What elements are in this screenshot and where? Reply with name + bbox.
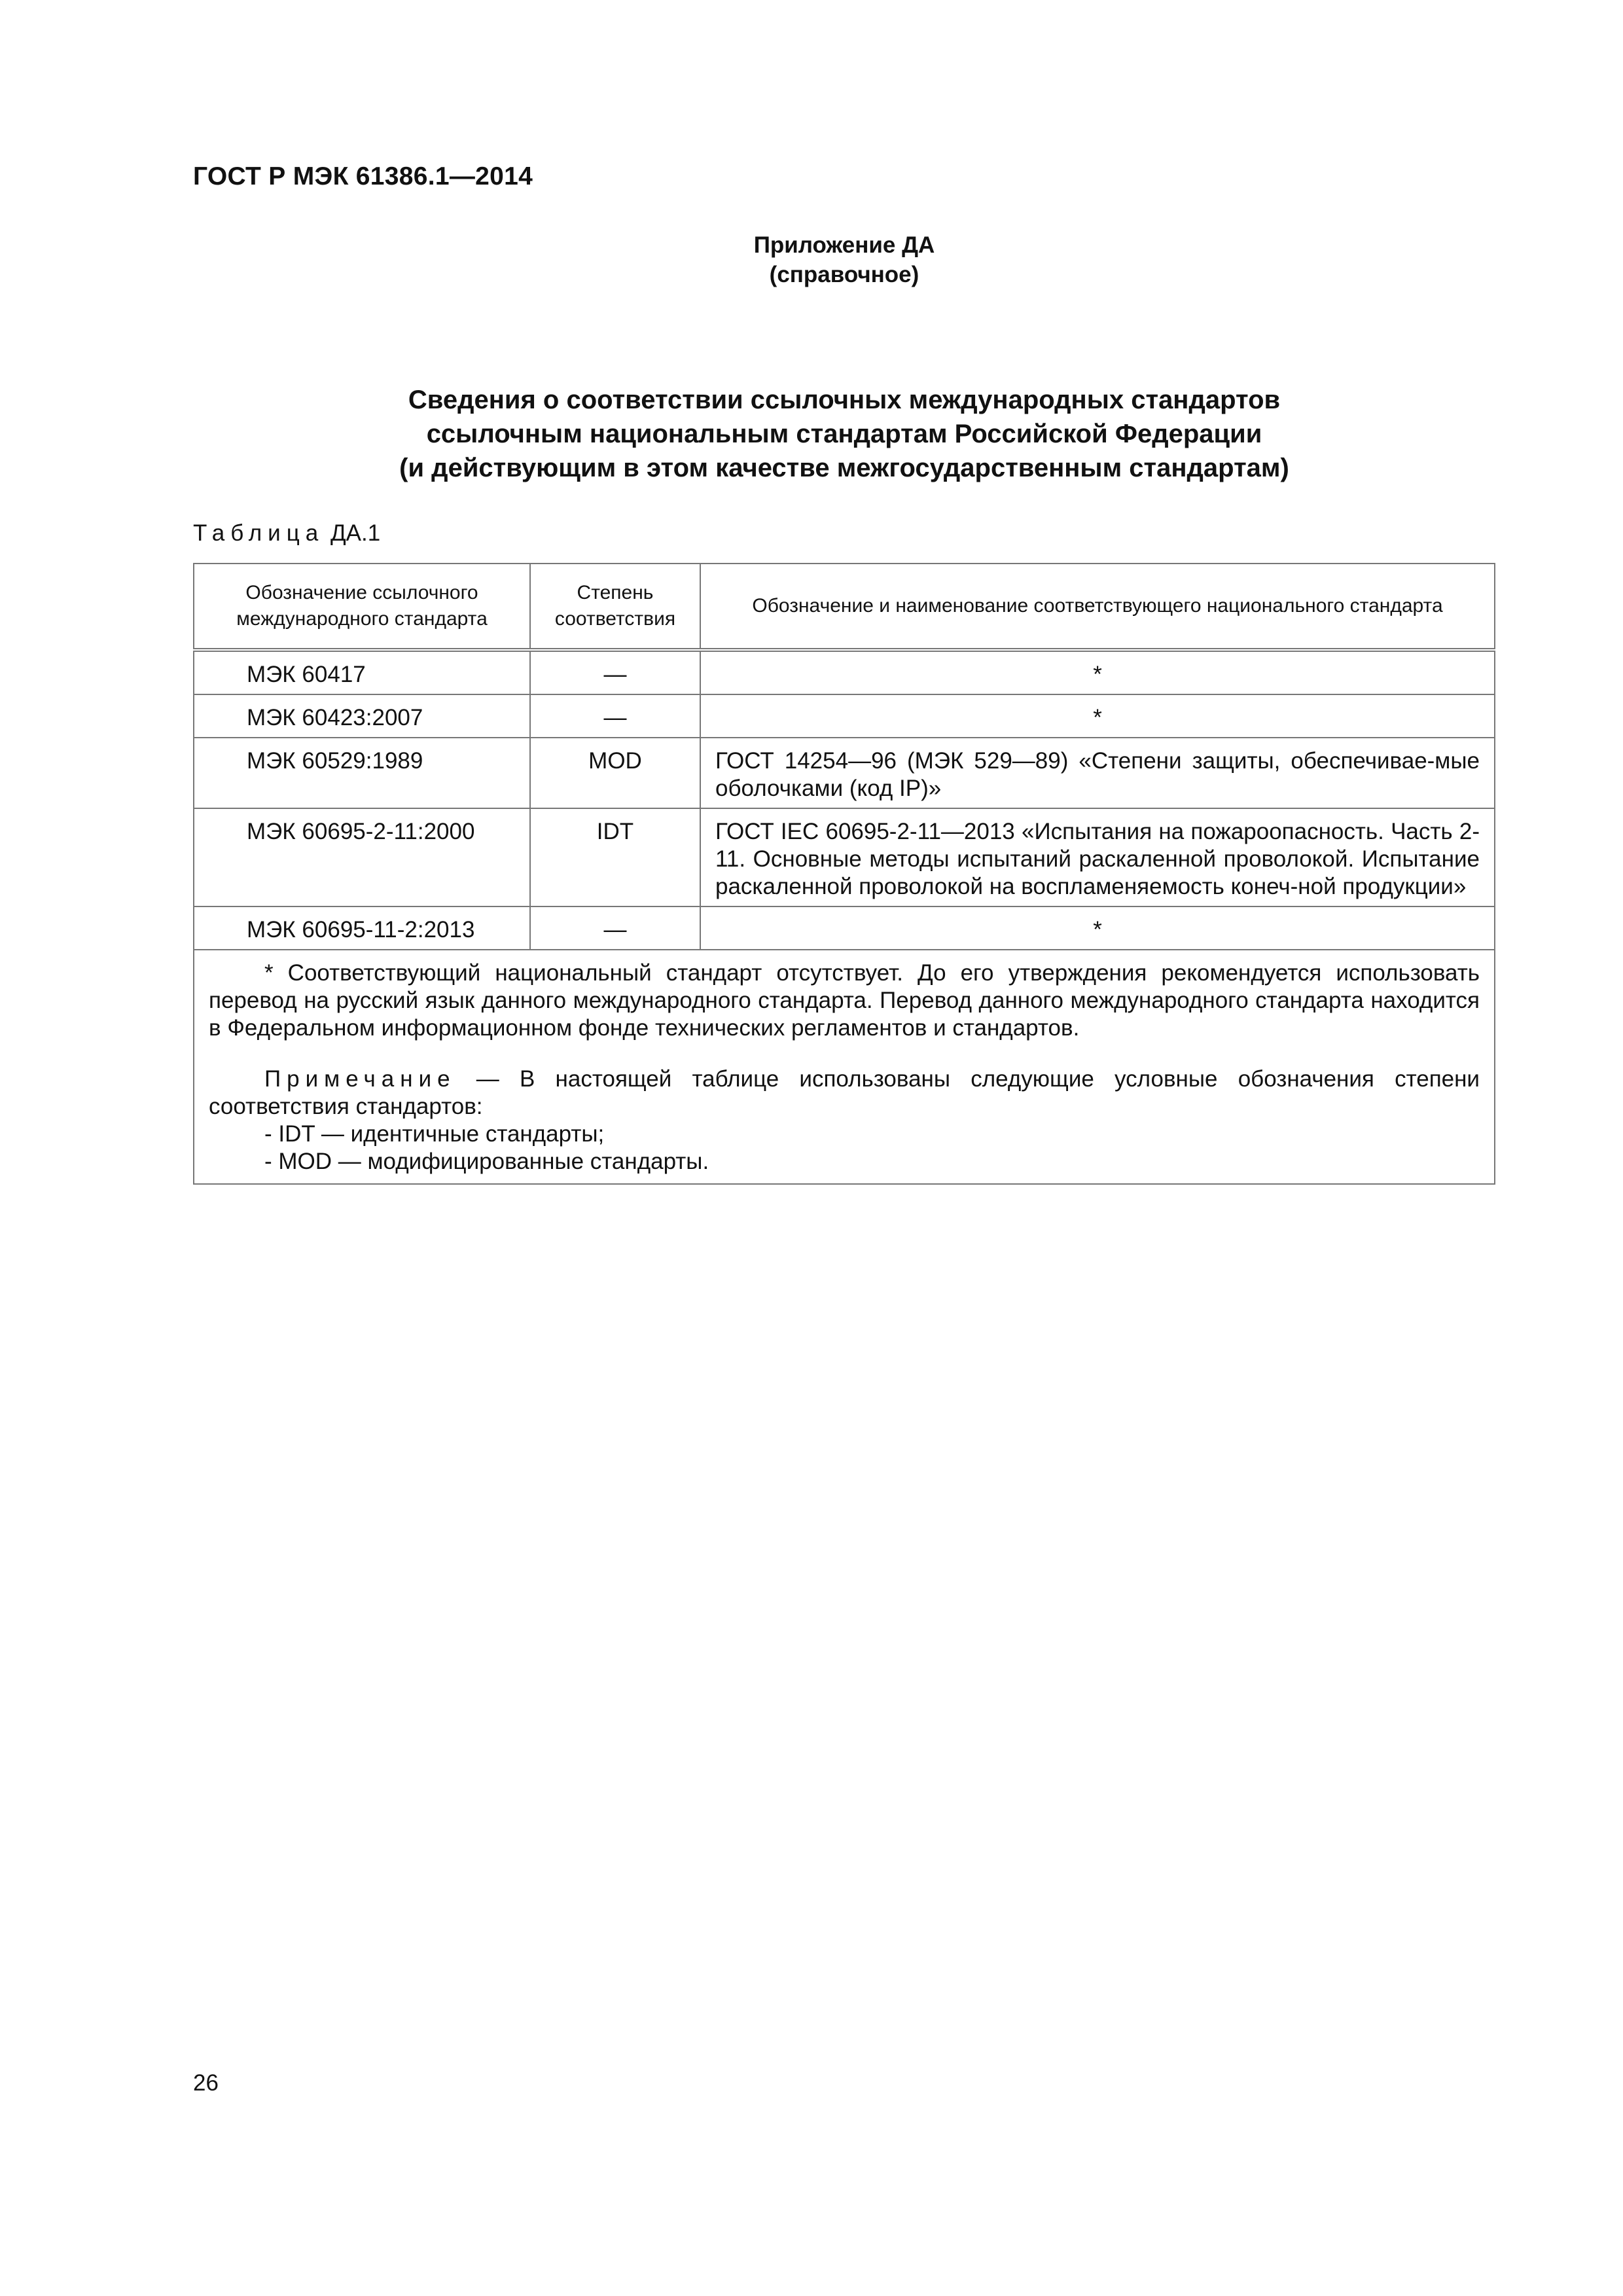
cell-national: ГОСТ 14254—96 (МЭК 529—89) «Степени защиты, обеспечивае-мые оболочками (код IP)» bbox=[700, 738, 1495, 808]
heading-line-2: ссылочным национальным стандартам Российской Федерации bbox=[426, 420, 1262, 448]
note-item-mod: - MOD — модифицированные стандарты. bbox=[264, 1149, 709, 1174]
table-row bbox=[194, 906, 1495, 950]
table-caption-number: ДА.1 bbox=[330, 520, 381, 546]
note-text: — В настоящей таблице использованы следующие условные обозначения степени соответствия стандартов: bbox=[209, 1066, 1480, 1119]
header-degree: Степень соответствия bbox=[530, 564, 700, 650]
heading-line-1: Сведения о соответствии ссылочных международных стандартов bbox=[408, 386, 1281, 414]
note-label: Примечание bbox=[264, 1066, 456, 1092]
cell-degree: — bbox=[530, 650, 700, 694]
table-notes-row bbox=[194, 950, 1495, 1184]
cell-ref: МЭК 60417 bbox=[194, 650, 530, 694]
cell-ref: МЭК 60529:1989 bbox=[194, 738, 530, 808]
table-row bbox=[194, 738, 1495, 808]
table-row bbox=[194, 694, 1495, 738]
cell-ref: МЭК 60695-2-11:2000 bbox=[194, 808, 530, 906]
table-caption-word: Таблица bbox=[193, 520, 325, 546]
cell-national: * bbox=[700, 650, 1495, 694]
cell-ref: МЭК 60695-11-2:2013 bbox=[194, 906, 530, 950]
table-note bbox=[209, 1066, 1480, 1121]
annex-kind: (справочное) bbox=[769, 262, 919, 287]
cell-national: * bbox=[700, 694, 1495, 738]
header-national-standard: Обозначение и наименование соответствующего национального стандарта bbox=[700, 564, 1495, 650]
header-international-standard: Обозначение ссылочного международного стандарта bbox=[194, 564, 530, 650]
table-header-row bbox=[194, 564, 1495, 650]
cell-ref: МЭК 60423:2007 bbox=[194, 694, 530, 738]
table-row bbox=[194, 808, 1495, 906]
document-id: ГОСТ Р МЭК 61386.1—2014 bbox=[193, 162, 533, 190]
cell-national: * bbox=[700, 906, 1495, 950]
table-notes-cell bbox=[194, 950, 1495, 1184]
cell-degree: — bbox=[530, 906, 700, 950]
annex-heading bbox=[262, 383, 1427, 485]
table-caption bbox=[193, 520, 380, 547]
annex-title: Приложение ДА bbox=[753, 232, 935, 258]
page-number: 26 bbox=[193, 2070, 219, 2096]
cell-degree: — bbox=[530, 694, 700, 738]
table-footnote: * Соответствующий национальный стандарт отсутствует. До его утверждения рекомендуется использовать перевод на русский язык данного международного стандарта. Перевод данного международного стандарта находится в Федеральном информационном фонде технических регламентов и стандартов. bbox=[209, 960, 1480, 1041]
cell-degree: IDT bbox=[530, 808, 700, 906]
correspondence-table bbox=[193, 563, 1495, 1185]
table-row bbox=[194, 650, 1495, 694]
heading-line-3: (и действующим в этом качестве межгосударственным стандартам) bbox=[399, 454, 1289, 482]
cell-national: ГОСТ IEC 60695-2-11—2013 «Испытания на пожароопасность. Часть 2-11. Основные методы испытаний раскаленной проволокой. Испытание раскаленной проволокой на воспламеняемость конеч-ной продукции» bbox=[700, 808, 1495, 906]
note-item-idt: - IDT — идентичные стандарты; bbox=[264, 1121, 605, 1147]
cell-degree: MOD bbox=[530, 738, 700, 808]
